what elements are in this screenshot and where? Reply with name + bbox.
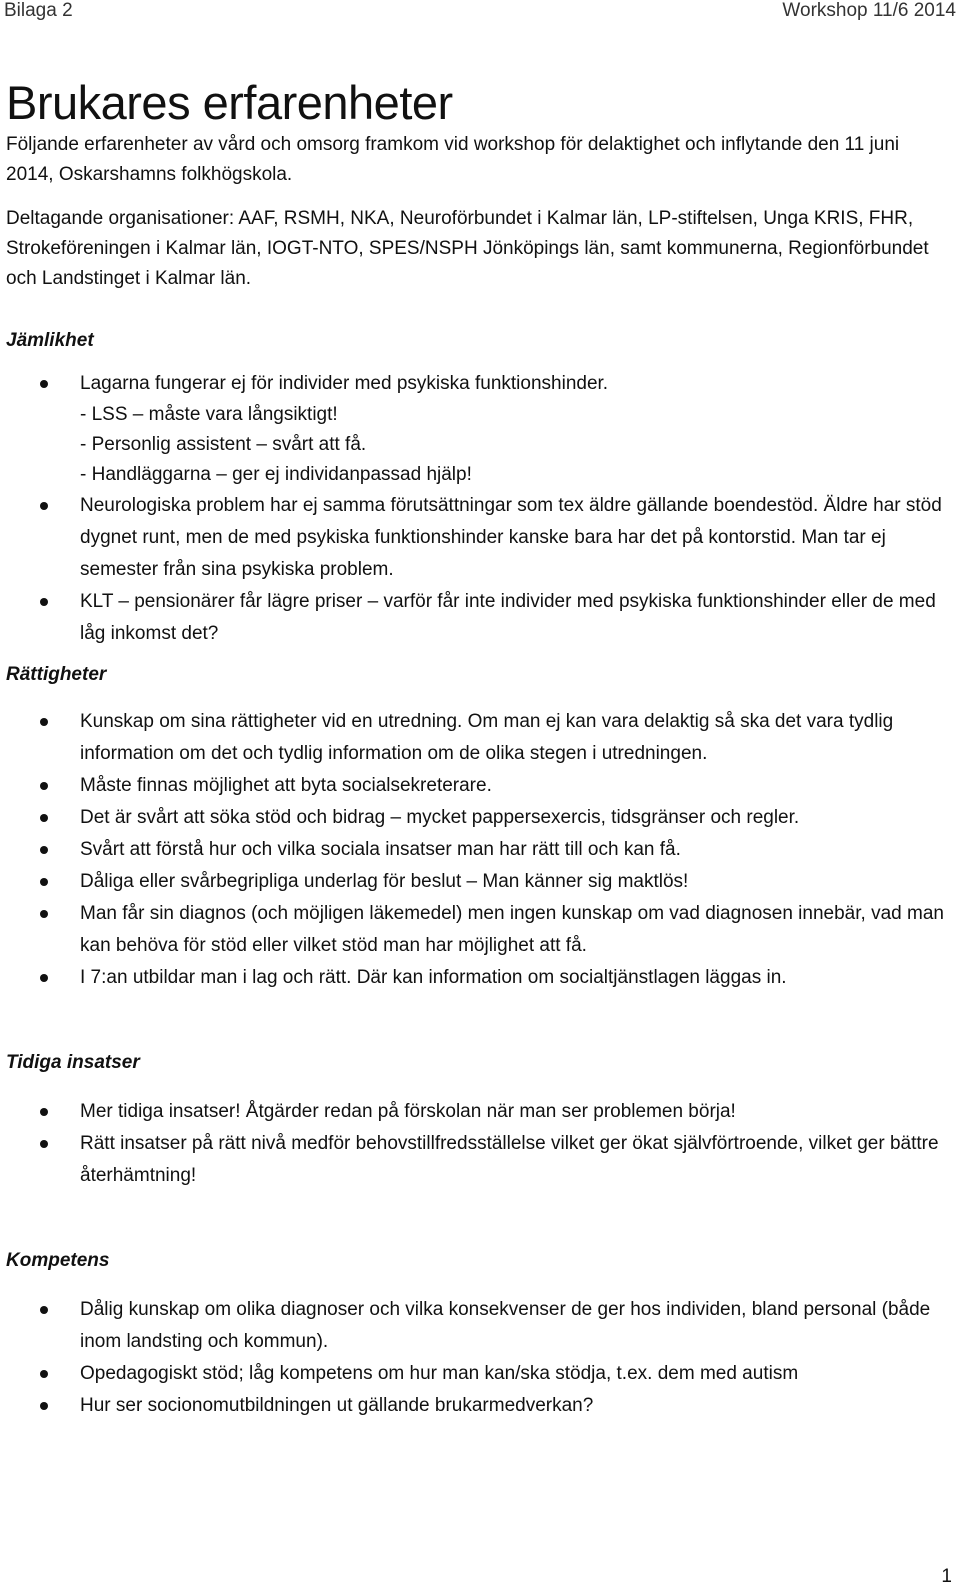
list-item-text: Lagarna fungerar ej för individer med psykiska funktionshinder.	[80, 373, 609, 395]
jamlikhet-list-cont	[0, 490, 960, 650]
header-left-text: Bilaga 2	[4, 0, 73, 21]
jamlikhet-list	[0, 368, 960, 400]
page-number: 1	[941, 1566, 952, 1587]
list-item-text: Det är svårt att söka stöd och bidrag – mycket pappersexercis, tidsgränser och regler.	[80, 807, 800, 829]
list-item-text: KLT – pensionärer får lägre priser – varför får inte individer med psykiska funktionshinder eller de med låg inkomst det?	[80, 591, 936, 645]
list-item-text: Hur ser socionomutbildningen ut gällande brukarmedverkan?	[80, 1395, 594, 1417]
section-heading-jamlikhet: Jämlikhet	[6, 330, 94, 352]
sub-item-handlaggarna: - Handläggarna – ger ej individanpassad hjälp!	[80, 464, 472, 486]
list-item-text: Svårt att förstå hur och vilka sociala insatser man har rätt till och kan få.	[80, 839, 681, 861]
header-right-text: Workshop 11/6 2014	[782, 0, 956, 21]
list-item	[0, 1390, 950, 1422]
list-item	[0, 866, 950, 898]
document-title: Brukares erfarenheter	[6, 76, 453, 129]
list-item-text: Mer tidiga insatser! Åtgärder redan på förskolan när man ser problemen börja!	[80, 1101, 736, 1123]
list-item	[0, 802, 950, 834]
sub-item-assistent: - Personlig assistent – svårt att få.	[80, 434, 367, 456]
list-item	[0, 1358, 950, 1390]
list-item	[0, 706, 950, 770]
list-item-text: Neurologiska problem har ej samma förutsättningar som tex äldre gällande boendestöd. Äldre har stöd dygnet runt, men de med psykiska funktionshinder kanske bara har det på kontorstid. Man tar ej semester från sina psykiska problem.	[80, 495, 942, 581]
list-item	[0, 1096, 950, 1128]
document-body	[0, 76, 960, 1422]
list-item	[0, 1294, 950, 1358]
list-item-text: Dåliga eller svårbegripliga underlag för beslut – Man känner sig maktlös!	[80, 871, 689, 893]
list-item	[0, 490, 950, 586]
list-item-text: Rätt insatser på rätt nivå medför behovstillfredsställelse vilket ger ökat självförtroende, vilket ger bättre återhämtning!	[80, 1133, 939, 1187]
list-item	[0, 368, 950, 400]
list-item-text: Man får sin diagnos (och möjligen läkemedel) men ingen kunskap om vad diagnosen innebär, vad man kan behöva för stöd eller vilket stöd man har möjlighet att få.	[80, 903, 944, 957]
list-item-text: Kunskap om sina rättigheter vid en utredning. Om man ej kan vara delaktig så ska det vara tydlig information om det och tydlig information om de olika stegen i utredningen.	[80, 711, 894, 765]
list-item-text: Måste finnas möjlighet att byta socialsekreterare.	[80, 775, 492, 797]
list-item-text: I 7:an utbildar man i lag och rätt. Där kan information om socialtjänstlagen läggas in.	[80, 967, 787, 989]
list-item-text: Opedagogiskt stöd; låg kompetens om hur man kan/ska stödja, t.ex. dem med autism	[80, 1363, 799, 1385]
section-heading-rattigheter: Rättigheter	[6, 664, 107, 686]
list-item-text: Dålig kunskap om olika diagnoser och vilka konsekvenser de ger hos individen, bland personal (både inom landsting och kommun).	[80, 1299, 931, 1353]
list-item	[0, 962, 950, 994]
section-heading-kompetens: Kompetens	[6, 1250, 110, 1272]
kompetens-list	[0, 1294, 960, 1422]
section-heading-tidiga-insatser: Tidiga insatser	[6, 1052, 140, 1074]
list-item	[0, 586, 950, 650]
participants-paragraph: Deltagande organisationer: AAF, RSMH, NKA, Neuroförbundet i Kalmar län, LP-stiftelsen, Unga KRIS, FHR, Strokeföreningen i Kalmar län, IOGT-NTO, SPES/NSPH Jönköpings län, samt kommunerna, Regionförbundet och Landstinget i Kalmar län.	[6, 208, 929, 290]
list-item	[0, 898, 950, 962]
list-item	[0, 834, 950, 866]
tidiga-list	[0, 1096, 960, 1192]
intro-paragraph: Följande erfarenheter av vård och omsorg framkom vid workshop för delaktighet och inflytande den 11 juni 2014, Oskarshamns folkhögskola.	[6, 134, 900, 186]
rattigheter-list	[0, 706, 960, 994]
list-item	[0, 1128, 950, 1192]
list-item	[0, 770, 950, 802]
sub-item-lss: - LSS – måste vara långsiktigt!	[80, 404, 338, 426]
